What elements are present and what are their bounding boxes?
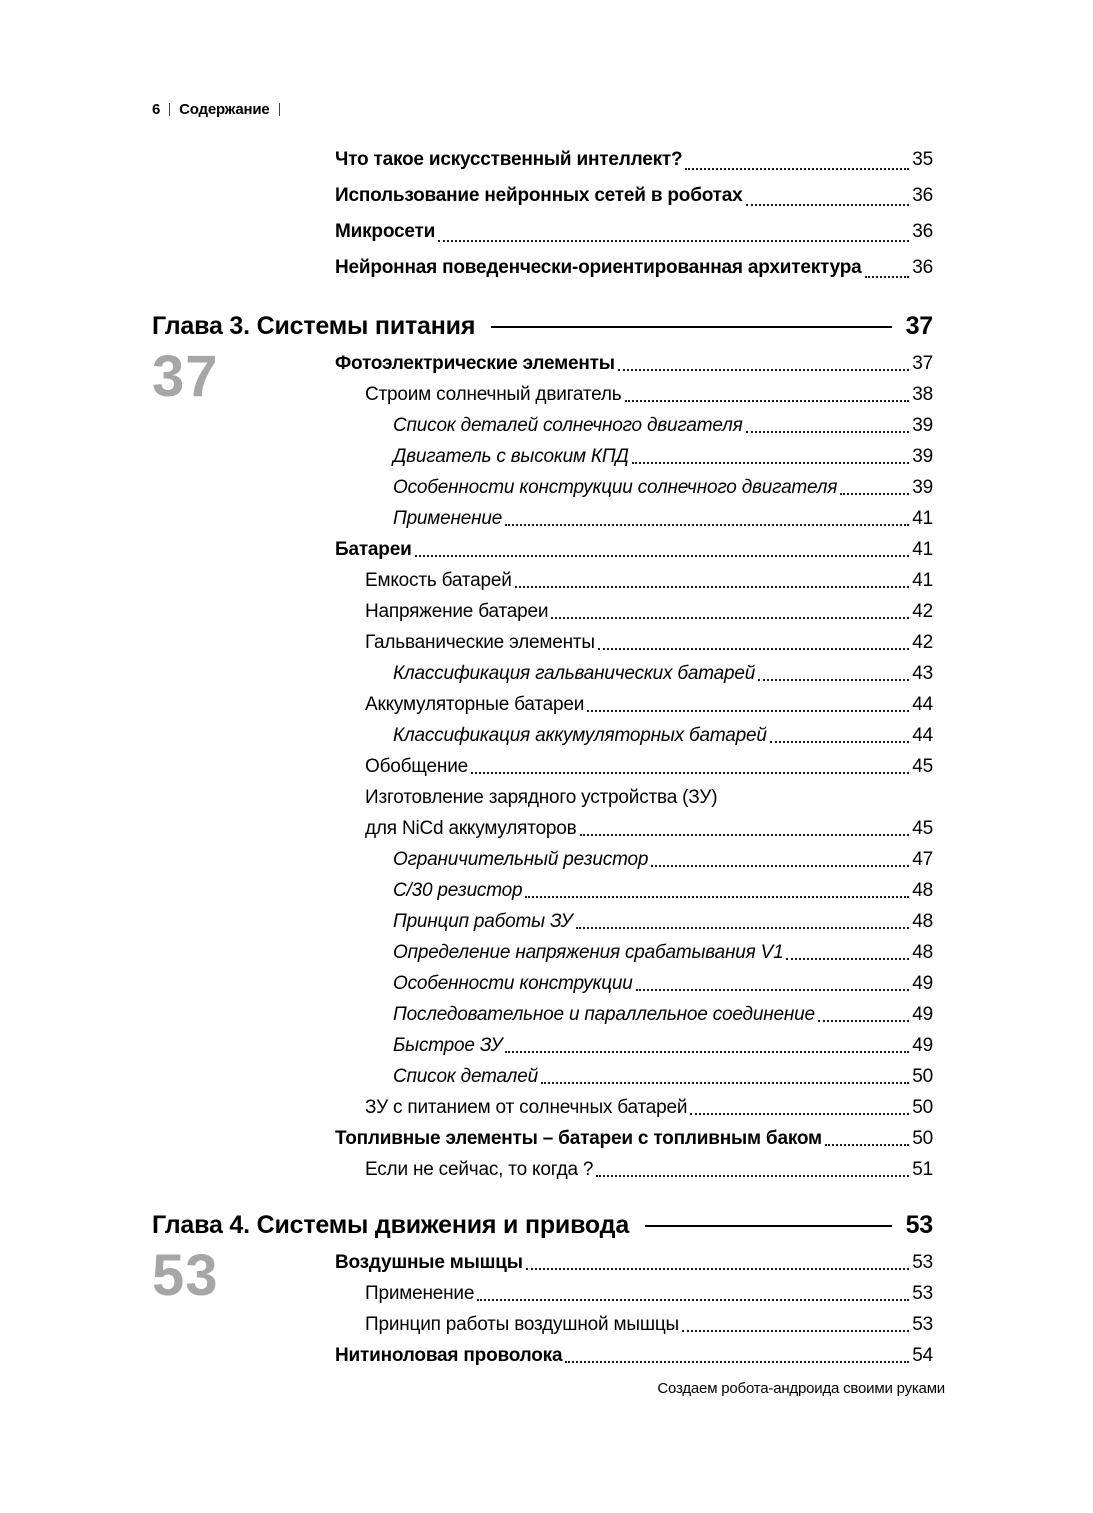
toc-entry xyxy=(335,1340,933,1371)
toc-entry-page: 35 xyxy=(912,149,933,170)
toc-entry-page: 44 xyxy=(912,694,933,715)
toc-leader-dots xyxy=(438,240,909,242)
toc-leader-dots xyxy=(587,710,909,712)
toc-entry xyxy=(335,844,933,875)
toc-leader-dots xyxy=(746,431,910,433)
toc-entry xyxy=(335,178,933,214)
toc-entry xyxy=(335,1154,933,1185)
toc-entry-page: 53 xyxy=(912,1283,933,1304)
toc-leader-dots xyxy=(770,741,910,743)
chapter-block xyxy=(152,286,933,1185)
toc-entry-label: Список деталей солнечного двигателя xyxy=(393,415,743,436)
toc-entry-label: Нитиноловая проволока xyxy=(335,1345,563,1366)
toc-leader-dots xyxy=(515,586,910,588)
toc-leader-dots xyxy=(746,204,910,206)
toc-entry xyxy=(335,627,933,658)
toc-entry-page: 39 xyxy=(912,446,933,467)
toc-leader-dots xyxy=(505,1051,909,1053)
toc-entry xyxy=(335,214,933,250)
toc-entry-page: 45 xyxy=(912,756,933,777)
toc-entry-label: Особенности конструкции xyxy=(393,973,633,994)
toc-entry-page: 39 xyxy=(912,477,933,498)
toc-entry-page: 48 xyxy=(912,942,933,963)
toc-leader-dots xyxy=(825,1144,909,1146)
header-title: Содержание xyxy=(179,100,270,118)
toc-leader-dots xyxy=(598,648,909,650)
toc-entry xyxy=(335,348,933,379)
toc-entry xyxy=(335,1030,933,1061)
toc-entry-page: 48 xyxy=(912,880,933,901)
toc-leader-dots xyxy=(477,1299,909,1301)
toc-entry xyxy=(335,379,933,410)
toc-leader-dots xyxy=(632,462,910,464)
chapter-title: Глава 3. Системы питания xyxy=(152,311,476,340)
toc-entry-label: Если не сейчас, то когда ? xyxy=(365,1159,594,1180)
toc-entry-label: Аккумуляторные батареи xyxy=(365,694,585,715)
toc-entry xyxy=(335,875,933,906)
toc-entry-page: 36 xyxy=(912,185,933,206)
toc-leader-dots xyxy=(865,276,910,278)
toc-entry xyxy=(335,1123,933,1154)
chapter-block xyxy=(152,1185,933,1371)
toc-leader-dots xyxy=(682,1330,909,1332)
toc-entry-label: Классификация аккумуляторных батарей xyxy=(393,725,767,746)
toc-entry xyxy=(335,1247,933,1278)
toc-entry xyxy=(335,565,933,596)
chapter-rule xyxy=(491,326,891,328)
toc-leader-dots xyxy=(685,168,909,170)
page-header xyxy=(152,100,933,118)
toc-entry-label: для NiCd аккумуляторов xyxy=(365,818,577,839)
toc-entry xyxy=(335,472,933,503)
toc-entry-page: 42 xyxy=(912,601,933,622)
toc-entry-label: Особенности конструкции солнечного двигателя xyxy=(393,477,838,498)
toc-entry-label: Определение напряжения срабатывания V1 xyxy=(393,942,784,963)
toc-entry-label: Воздушные мышцы xyxy=(335,1252,523,1273)
toc-leader-dots xyxy=(786,958,909,960)
toc-leader-dots xyxy=(526,1268,909,1270)
toc-entry-label: Гальванические элементы xyxy=(365,632,595,653)
toc-entry-label: Топливные элементы – батареи с топливным баком xyxy=(335,1128,822,1149)
toc-leader-dots xyxy=(618,369,909,371)
toc-entry xyxy=(335,782,933,813)
toc-leader-dots xyxy=(818,1020,909,1022)
toc-entry-page: 50 xyxy=(912,1066,933,1087)
toc-entry-label: Изготовление зарядного устройства (ЗУ) xyxy=(365,787,718,808)
toc-leader-dots xyxy=(525,896,909,898)
toc-entry-page: 49 xyxy=(912,1004,933,1025)
toc-entry-page: 39 xyxy=(912,415,933,436)
toc-entry-page: 49 xyxy=(912,973,933,994)
toc-entry xyxy=(335,689,933,720)
toc-section-entries xyxy=(335,142,933,286)
toc-entry-page: 53 xyxy=(912,1252,933,1273)
chapter-entries xyxy=(335,348,933,1185)
toc-entry-page: 48 xyxy=(912,911,933,932)
toc-entry xyxy=(335,142,933,178)
toc-entry-label: Ограничительный резистор xyxy=(393,849,649,870)
toc-entry-page: 37 xyxy=(912,353,933,374)
toc-entry-label: Применение xyxy=(365,1283,475,1304)
toc-entry-label: Строим солнечный двигатель xyxy=(365,384,622,405)
toc-leader-dots xyxy=(596,1175,909,1177)
toc-entry-label: Применение xyxy=(393,508,503,529)
toc-entry-page: 50 xyxy=(912,1128,933,1149)
toc-entry-page: 41 xyxy=(912,570,933,591)
toc-entry xyxy=(335,968,933,999)
toc-entry-label: Двигатель с высоким КПД xyxy=(393,446,629,467)
toc-entry-label: Принцип работы воздушной мышцы xyxy=(365,1314,680,1335)
toc-entry-page: 51 xyxy=(912,1159,933,1180)
toc-entry xyxy=(335,720,933,751)
toc-leader-dots xyxy=(505,524,909,526)
toc-entry-page: 49 xyxy=(912,1035,933,1056)
header-divider xyxy=(279,103,280,116)
toc-entry-page: 43 xyxy=(912,663,933,684)
toc-entry-label: Список деталей xyxy=(393,1066,538,1087)
toc-entry xyxy=(335,410,933,441)
toc-leader-dots xyxy=(551,617,909,619)
toc-leader-dots xyxy=(415,555,910,557)
toc-entry-page: 36 xyxy=(912,221,933,242)
toc-entry xyxy=(335,596,933,627)
toc-entry xyxy=(335,441,933,472)
toc-leader-dots xyxy=(840,493,909,495)
toc-entry xyxy=(335,1309,933,1340)
toc-entry-page: 45 xyxy=(912,818,933,839)
page-footer: Создаем робота-андроида своими руками xyxy=(657,1380,945,1397)
toc-entry-page: 44 xyxy=(912,725,933,746)
toc-entry xyxy=(335,751,933,782)
toc-entry-label: Микросети xyxy=(335,221,436,242)
header-page-number: 6 xyxy=(152,100,161,118)
toc-entry xyxy=(335,999,933,1030)
toc-entry-page: 53 xyxy=(912,1314,933,1335)
chapter-heading xyxy=(152,1207,933,1243)
toc-entry xyxy=(335,534,933,565)
toc-entry-label: Быстрое ЗУ xyxy=(393,1035,503,1056)
toc-entry-label: Фотоэлектрические элементы xyxy=(335,353,615,374)
toc-entry-page: 50 xyxy=(912,1097,933,1118)
toc-leader-dots xyxy=(651,865,909,867)
chapter-big-number: 53 xyxy=(152,1243,219,1308)
toc-leader-dots xyxy=(580,834,910,836)
toc-entry-label: Емкость батарей xyxy=(365,570,512,591)
toc-entry xyxy=(335,658,933,689)
toc-entry-page: 41 xyxy=(912,539,933,560)
toc-entry xyxy=(335,1061,933,1092)
toc-leader-dots xyxy=(576,927,910,929)
toc-leader-dots xyxy=(636,989,910,991)
toc-entry-label: ЗУ с питанием от солнечных батарей xyxy=(365,1097,688,1118)
header-divider xyxy=(169,103,170,116)
toc-entry-label: Батареи xyxy=(335,539,412,560)
toc-entry xyxy=(335,250,933,286)
toc-entry-label: Использование нейронных сетей в роботах xyxy=(335,185,743,206)
toc-entry-label: Обобщение xyxy=(365,756,468,777)
toc-entry xyxy=(335,503,933,534)
chapter-rule xyxy=(645,1225,892,1227)
toc-entry-label: Принцип работы ЗУ xyxy=(393,911,573,932)
toc-entry-page: 38 xyxy=(912,384,933,405)
toc-entry-label: Нейронная поведенчески-ориентированная архитектура xyxy=(335,257,862,278)
toc-entry-label: Что такое искусственный интеллект? xyxy=(335,149,683,170)
toc-leader-dots xyxy=(565,1361,909,1363)
chapter-page-number: 53 xyxy=(905,1210,933,1239)
toc-entry-page: 47 xyxy=(912,849,933,870)
toc-leader-dots xyxy=(471,772,909,774)
toc-entry xyxy=(335,937,933,968)
chapter-heading xyxy=(152,308,933,344)
toc-entry xyxy=(335,906,933,937)
chapter-page-number: 37 xyxy=(905,311,933,340)
toc-entry-page: 36 xyxy=(912,257,933,278)
toc-entry-page: 42 xyxy=(912,632,933,653)
toc-leader-dots xyxy=(690,1113,909,1115)
toc-entry-label: С/30 резистор xyxy=(393,880,523,901)
toc xyxy=(152,142,933,1371)
chapter-title: Глава 4. Системы движения и привода xyxy=(152,1210,630,1239)
toc-entry xyxy=(335,1278,933,1309)
toc-leader-dots xyxy=(541,1082,909,1084)
toc-entry xyxy=(335,1092,933,1123)
toc-entry-page: 54 xyxy=(912,1345,933,1366)
toc-entry-label: Напряжение батареи xyxy=(365,601,549,622)
toc-entry xyxy=(335,813,933,844)
chapter-entries xyxy=(335,1247,933,1371)
toc-entry-page: 41 xyxy=(912,508,933,529)
toc-leader-dots xyxy=(625,400,910,402)
chapter-big-number: 37 xyxy=(152,344,219,409)
toc-entry-label: Классификация гальванических батарей xyxy=(393,663,756,684)
toc-leader-dots xyxy=(758,679,909,681)
toc-entry-label: Последовательное и параллельное соединение xyxy=(393,1004,815,1025)
